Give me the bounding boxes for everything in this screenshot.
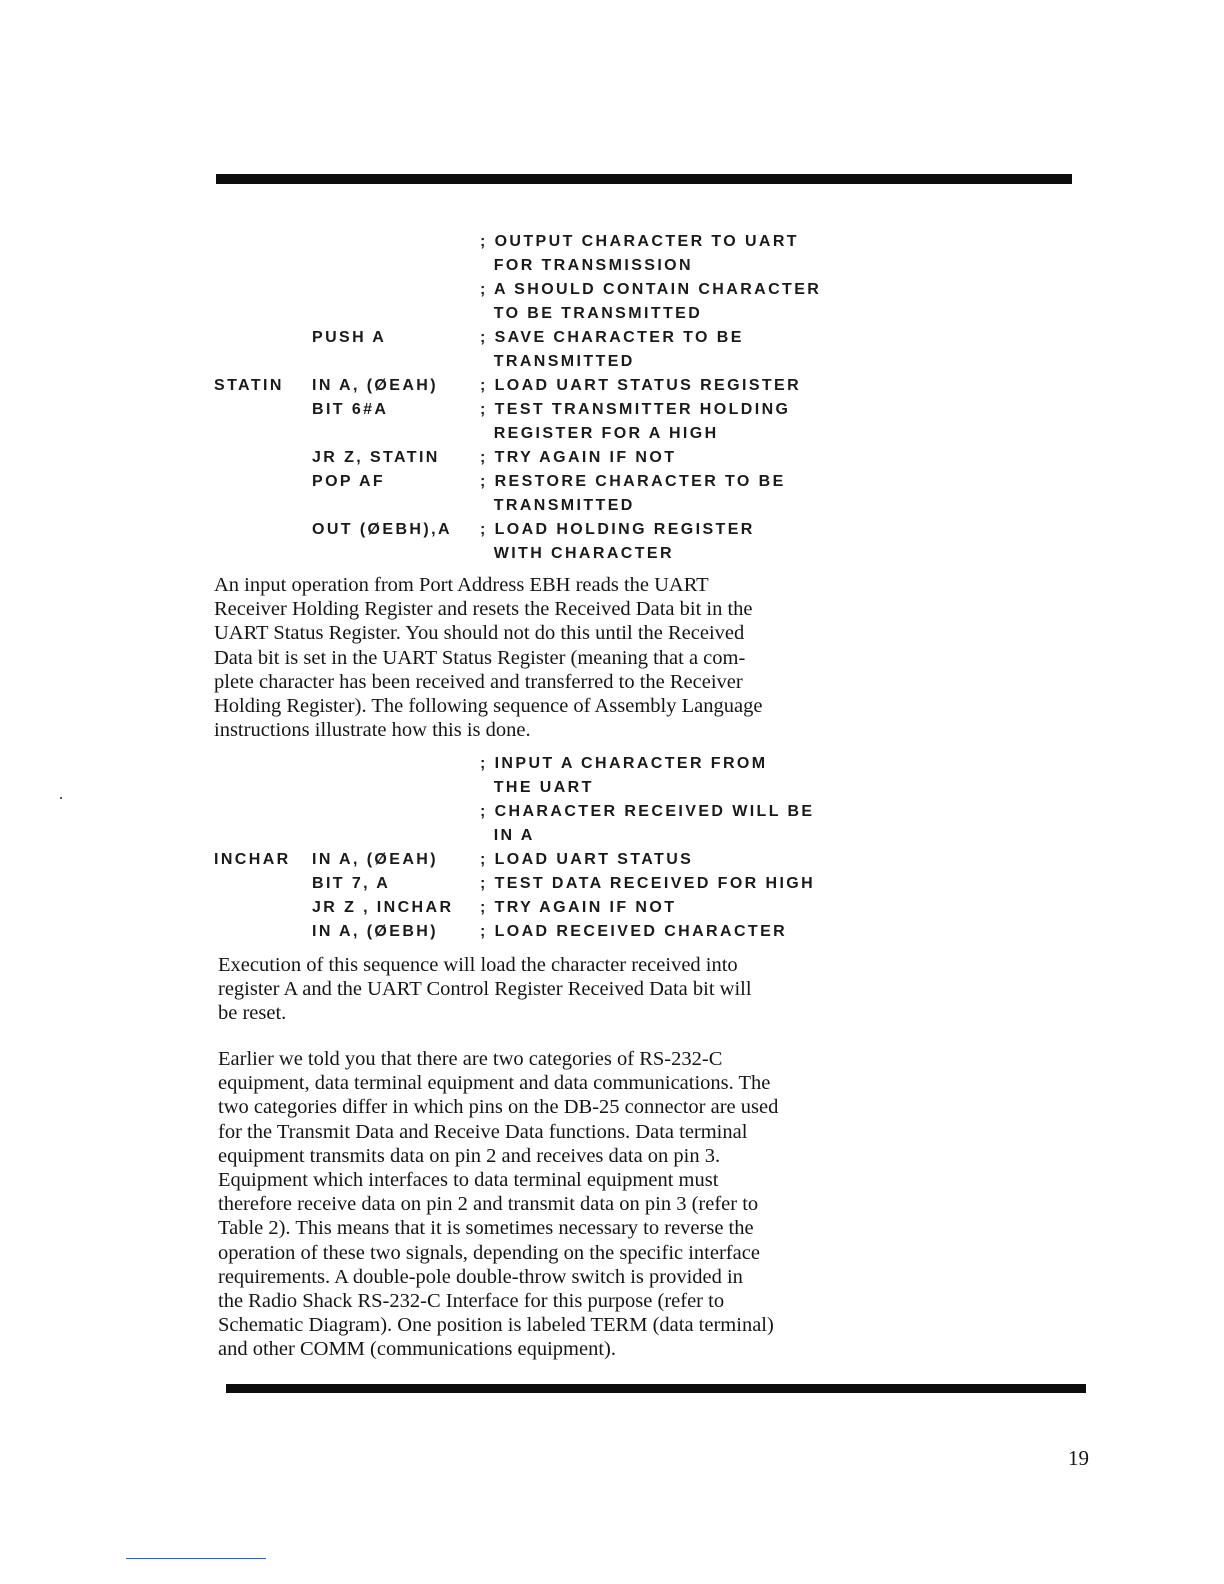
text-line: Equipment which interfaces to data terminal equipment must: [218, 1169, 719, 1192]
code-instruction: BIT 7, A: [312, 875, 391, 892]
code-comment: ; LOAD UART STATUS: [480, 851, 694, 868]
code-comment: ; RESTORE CHARACTER TO BE: [480, 473, 786, 490]
code-instruction: IN A, (ØEAH): [312, 377, 438, 394]
page-number: 19: [1068, 1446, 1089, 1470]
code-instruction: PUSH A: [312, 329, 387, 346]
code-instruction: IN A, (ØEAH): [312, 851, 438, 868]
code-comment: FOR TRANSMISSION: [480, 257, 693, 274]
text-line: Table 2). This means that it is sometimes necessary to reverse the: [218, 1217, 754, 1240]
text-line: the Radio Shack RS-232-C Interface for this purpose (refer to: [218, 1290, 725, 1313]
text-line: equipment, data terminal equipment and data communications. The: [218, 1072, 771, 1095]
code-instruction: OUT (ØEBH),A: [312, 521, 452, 538]
text-line: Earlier we told you that there are two categories of RS-232-C: [218, 1048, 723, 1070]
code-comment: ; LOAD RECEIVED CHARACTER: [480, 923, 788, 940]
code-comment: REGISTER FOR A HIGH: [480, 425, 719, 442]
code-comment: IN A: [480, 827, 535, 844]
code-instruction: POP AF: [312, 473, 386, 490]
code-instruction: JR Z , INCHAR: [312, 899, 454, 916]
text-line: two categories differ in which pins on the DB-25 connector are used: [218, 1096, 779, 1119]
code-comment: ; TRY AGAIN IF NOT: [480, 899, 677, 916]
paragraph-rs232-categories: [218, 1047, 778, 1362]
top-rule: [216, 174, 1072, 184]
code-comment: ; LOAD UART STATUS REGISTER: [480, 377, 802, 394]
text-line: operation of these two signals, depending on the specific interface: [218, 1241, 760, 1264]
paragraph-input-operation: [214, 573, 762, 742]
code-label: STATIN: [214, 377, 284, 394]
code-comment: ; TEST TRANSMITTER HOLDING: [480, 401, 791, 418]
text-line: An input operation from Port Address EBH reads the UART: [214, 574, 709, 596]
code-comment: ; TEST DATA RECEIVED FOR HIGH: [480, 875, 816, 892]
code-comment: ; SAVE CHARACTER TO BE: [480, 329, 744, 346]
code-comment: ; LOAD HOLDING REGISTER: [480, 521, 755, 538]
code-comment: ; INPUT A CHARACTER FROM: [480, 755, 768, 772]
code-comment: WITH CHARACTER: [480, 545, 674, 562]
text-line: and other COMM (communications equipment).: [218, 1338, 616, 1361]
text-line: UART Status Register. You should not do this until the Received: [214, 622, 745, 645]
code-comment: ; TRY AGAIN IF NOT: [480, 449, 677, 466]
code-instruction: JR Z, STATIN: [312, 449, 440, 466]
code-label: INCHAR: [214, 851, 291, 868]
text-line: instructions illustrate how this is done.: [214, 719, 531, 742]
code-comment: ; A SHOULD CONTAIN CHARACTER: [480, 281, 822, 298]
text-line: plete character has been received and transferred to the Receiver: [214, 670, 743, 693]
text-line: Holding Register). The following sequence of Assembly Language: [214, 695, 763, 718]
scan-speck: [60, 797, 62, 799]
text-line: equipment transmits data on pin 2 and receives data on pin 3.: [218, 1144, 721, 1167]
code-comment: TO BE TRANSMITTED: [480, 305, 703, 322]
footer-link-underline: [126, 1558, 266, 1559]
code-instruction: BIT 6#A: [312, 401, 389, 418]
text-line: for the Transmit Data and Receive Data functions. Data terminal: [218, 1120, 748, 1143]
text-line: requirements. A double-pole double-throw switch is provided in: [218, 1265, 743, 1288]
code-comment: TRANSMITTED: [480, 353, 635, 370]
code-comment: TRANSMITTED: [480, 497, 635, 514]
text-line: register A and the UART Control Register Received Data bit will: [218, 978, 752, 1001]
text-line: Data bit is set in the UART Status Register (meaning that a com-: [214, 646, 746, 669]
text-line: be reset.: [218, 1002, 287, 1025]
text-line: Execution of this sequence will load the character received into: [218, 954, 738, 976]
text-line: therefore receive data on pin 2 and transmit data on pin 3 (refer to: [218, 1193, 759, 1216]
bottom-rule: [226, 1384, 1086, 1393]
paragraph-execution: [218, 953, 752, 1026]
text-line: Receiver Holding Register and resets the Received Data bit in the: [214, 598, 753, 621]
code-comment: ; CHARACTER RECEIVED WILL BE: [480, 803, 815, 820]
text-line: Schematic Diagram). One position is labeled TERM (data terminal): [218, 1314, 774, 1337]
code-comment: THE UART: [480, 779, 594, 796]
code-instruction: IN A, (ØEBH): [312, 923, 438, 940]
code-comment: ; OUTPUT CHARACTER TO UART: [480, 233, 799, 250]
